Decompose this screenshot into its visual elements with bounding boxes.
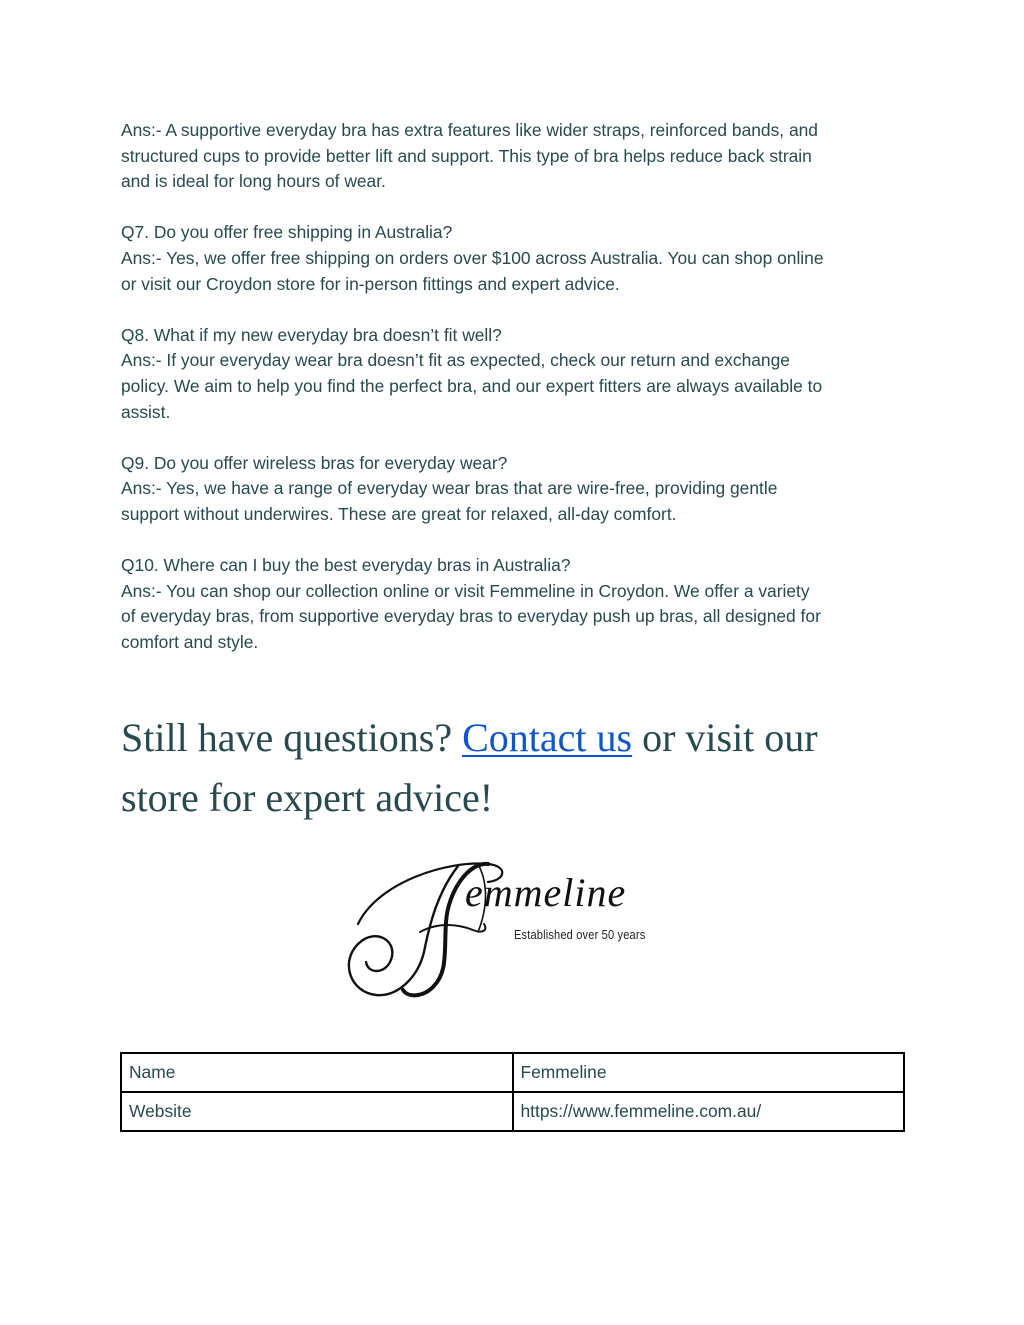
answer-line: Ans:- A supportive everyday bra has extra features like wider straps, reinforced bands, and	[121, 120, 818, 140]
contact-us-link[interactable]: Contact us	[462, 715, 633, 760]
answer-line: Ans:- Yes, we have a range of everyday wear bras that are wire-free, providing gentle	[121, 478, 778, 499]
table-row	[121, 1053, 904, 1092]
faq-section	[121, 118, 911, 681]
answer-line: Ans:- Yes, we offer free shipping on orders over $100 across Australia. You can shop online	[121, 247, 824, 268]
faq-item-q9	[121, 451, 911, 528]
table-cell-value: https://www.femmeline.com.au/	[513, 1092, 905, 1131]
cta-text: or visit our	[632, 715, 818, 760]
answer-line: assist.	[121, 401, 171, 422]
answer-line: Ans:- You can shop our collection online or visit Femmeline in Croydon. We offer a variety	[121, 580, 810, 601]
table-cell-label: Website	[121, 1092, 513, 1131]
answer-line: of everyday bras, from supportive everyday bras to everyday push up bras, all designed for	[121, 606, 821, 627]
table-cell-value: Femmeline	[513, 1053, 905, 1092]
contact-heading	[121, 708, 921, 828]
faq-item-q10	[121, 553, 911, 655]
answer-line: Ans:- If your everyday wear bra doesn’t fit as expected, check our return and exchange	[121, 350, 790, 371]
faq-item-q8	[121, 323, 911, 425]
answer-line: comfort and style.	[121, 631, 259, 652]
faq-question: Q9. Do you offer wireless bras for everyday wear?	[121, 452, 508, 473]
answer-line: policy. We aim to help you find the perfect bra, and our expert fitters are always available to	[121, 375, 823, 396]
logo-tagline: Established over 50 years	[514, 927, 646, 942]
answer-line: structured cups to provide better lift and support. This type of bra helps reduce back strain	[121, 145, 812, 166]
answer-line: or visit our Croydon store for in-person fittings and expert advice.	[121, 273, 620, 294]
faq-item-q7	[121, 220, 911, 297]
faq-question: Q10. Where can I buy the best everyday bras in Australia?	[121, 555, 571, 576]
faq-answer-q6	[121, 118, 911, 195]
faq-question: Q8. What if my new everyday bra doesn’t fit well?	[121, 324, 502, 345]
business-info-table	[120, 1052, 905, 1132]
answer-line: and is ideal for long hours of wear.	[121, 171, 386, 192]
answer-line: support without underwires. These are great for relaxed, all-day comfort.	[121, 503, 677, 524]
cta-text: store for expert advice!	[121, 775, 494, 820]
table-cell-label: Name	[121, 1053, 513, 1092]
faq-question: Q7. Do you offer free shipping in Australia?	[121, 222, 453, 243]
logo-wordmark: emmeline	[465, 870, 627, 915]
femmeline-logo	[338, 852, 698, 1002]
cta-text: Still have questions?	[121, 715, 463, 760]
table-row	[121, 1092, 904, 1131]
